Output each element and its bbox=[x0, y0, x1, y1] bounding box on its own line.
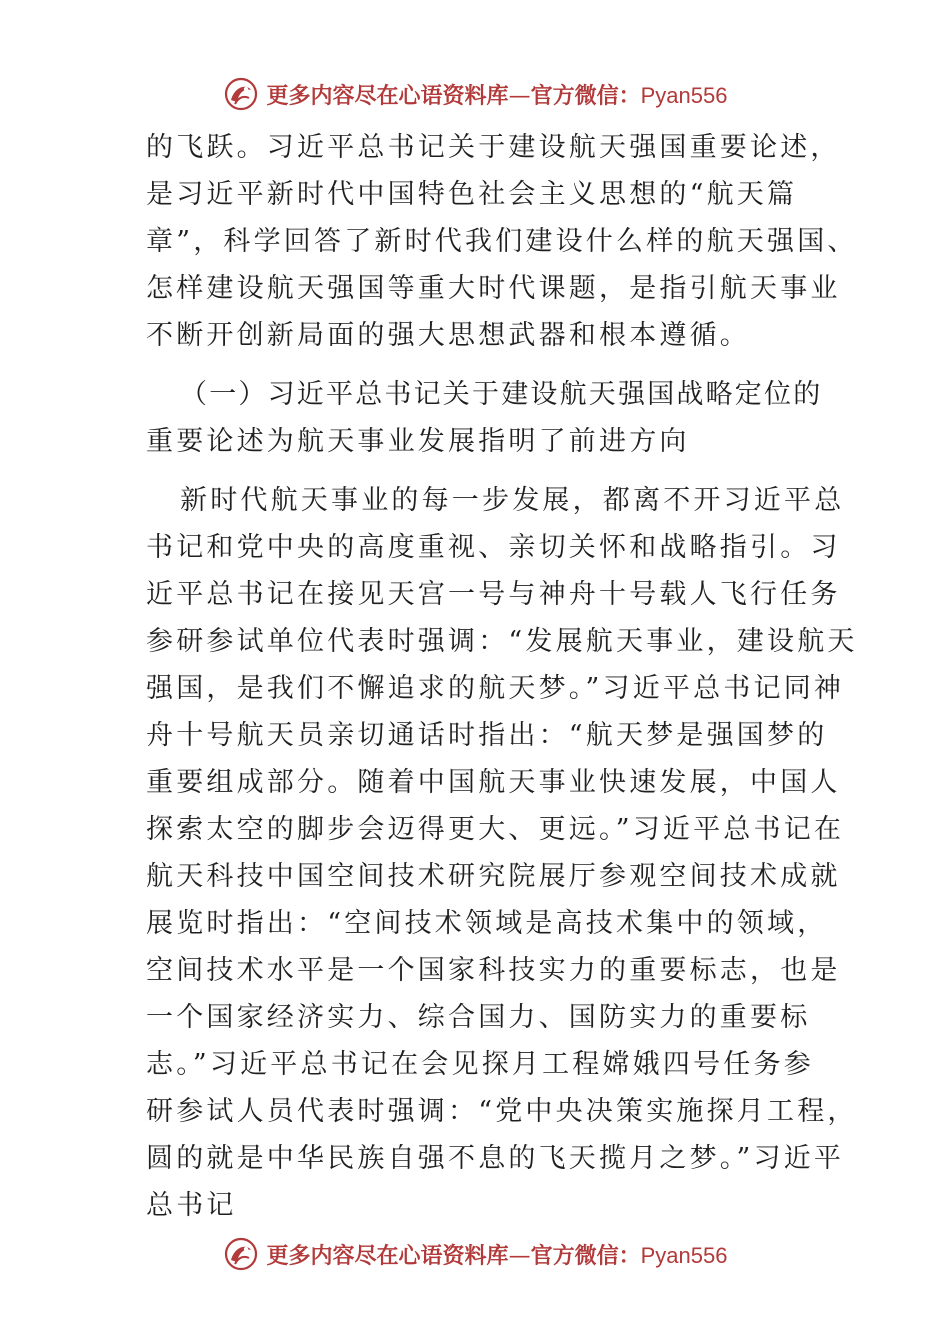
text-line: 参研参试单位代表时强调：“发展航天事业，建设航天 bbox=[146, 626, 858, 657]
text-line: 不断开创新局面的强大思想武器和根本遵循。 bbox=[146, 320, 750, 351]
text-line: 空间技术水平是一个国家科技实力的重要标志，也是 bbox=[146, 955, 841, 986]
text-line: 是习近平新时代中国特色社会主义思想的“航天篇 bbox=[146, 179, 798, 210]
text-line: 展览时指出：“空间技术领域是高技术集中的领域， bbox=[146, 908, 828, 939]
header-separator: — bbox=[508, 83, 531, 109]
text-line: 圆的就是中华民族自强不息的飞天揽月之梦。”习近平 bbox=[146, 1143, 845, 1174]
paragraph-gap bbox=[146, 359, 808, 371]
footer-wechat-label: 官方微信： bbox=[530, 1243, 641, 1269]
text-line: 舟十号航天员亲切通话时指出：“航天梦是强国梦的 bbox=[146, 720, 828, 751]
text-line: 研参试人员代表时强调：“党中央决策实施探月工程， bbox=[146, 1096, 858, 1127]
footer-banner bbox=[0, 1232, 950, 1276]
footer-separator: — bbox=[508, 1243, 531, 1269]
text-line: 章”，科学回答了新时代我们建设什么样的航天强国、 bbox=[146, 226, 858, 257]
text-line: 强国，是我们不懈追求的航天梦。”习近平总书记同神 bbox=[146, 673, 845, 704]
paragraph-gap bbox=[146, 465, 808, 477]
header-wechat-label: 官方微信： bbox=[530, 83, 641, 109]
paragraph-2 bbox=[146, 477, 858, 1229]
document-body bbox=[146, 124, 858, 1229]
footer-library-name: 更多内容尽在心语资料库 bbox=[266, 1243, 509, 1269]
section-heading bbox=[146, 371, 823, 465]
header-wechat-id: Pyan556 bbox=[640, 82, 728, 108]
swirl-logo-icon bbox=[223, 1236, 259, 1272]
text-line: 新时代航天事业的每一步发展，都离不开习近平总 bbox=[180, 485, 845, 516]
footer-text bbox=[267, 1239, 728, 1270]
text-line: 近平总书记在接见天宫一号与神舟十号载人飞行任务 bbox=[146, 579, 841, 610]
header-text bbox=[267, 79, 728, 110]
heading-line: （一）习近平总书记关于建设航天强国战略定位的 bbox=[180, 379, 823, 410]
text-line: 志。”习近平总书记在会见探月工程嫦娥四号任务参 bbox=[146, 1049, 814, 1080]
footer-wechat-id: Pyan556 bbox=[640, 1242, 728, 1268]
text-line: 怎样建设航天强国等重大时代课题，是指引航天事业 bbox=[146, 273, 841, 304]
text-line: 的飞跃。习近平总书记关于建设航天强国重要论述， bbox=[146, 132, 841, 163]
swirl-logo-icon bbox=[223, 76, 259, 112]
heading-line: 重要论述为航天事业发展指明了前进方向 bbox=[146, 426, 690, 457]
text-line: 总书记 bbox=[146, 1190, 237, 1221]
text-line: 探索太空的脚步会迈得更大、更远。”习近平总书记在 bbox=[146, 814, 845, 845]
text-line: 一个国家经济实力、综合国力、国防实力的重要标 bbox=[146, 1002, 811, 1033]
text-line: 书记和党中央的高度重视、亲切关怀和战略指引。习 bbox=[146, 532, 841, 563]
header-library-name: 更多内容尽在心语资料库 bbox=[266, 83, 509, 109]
header-banner bbox=[0, 72, 950, 116]
text-line: 重要组成部分。随着中国航天事业快速发展，中国人 bbox=[146, 767, 841, 798]
paragraph-1 bbox=[146, 124, 858, 359]
text-line: 航天科技中国空间技术研究院展厅参观空间技术成就 bbox=[146, 861, 841, 892]
